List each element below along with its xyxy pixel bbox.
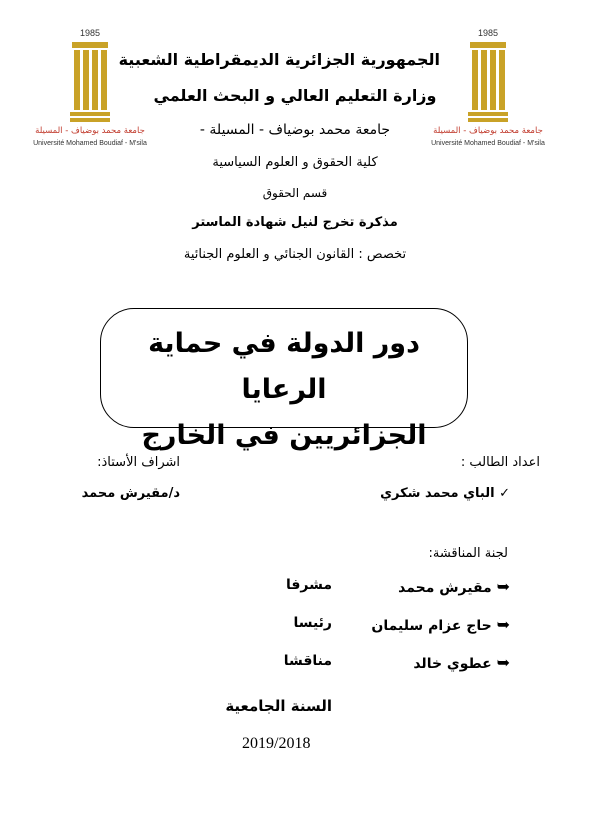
thesis-title-line2: الجزائريين في الخارج bbox=[141, 420, 427, 451]
thesis-title-line1: دور الدولة في حماية الرعايا bbox=[148, 328, 420, 405]
committee-member-role: رئيسا bbox=[293, 615, 332, 631]
student-label: اعداد الطالب : bbox=[460, 455, 540, 470]
republic-name: الجمهورية الجزائرية الديمقراطية الشعبية bbox=[118, 50, 440, 69]
logo-name-fr: Université Mohamed Boudiaf - M'sila bbox=[431, 140, 545, 147]
university-logo-icon bbox=[468, 42, 508, 124]
supervisor-name: د/مقيرش محمد bbox=[81, 486, 180, 501]
committee-member-role: مشرفا bbox=[285, 577, 332, 593]
department-name: قسم الحقوق bbox=[262, 186, 328, 200]
logo-name-ar: جامعة محمد بوضياف - المسيلة bbox=[433, 126, 543, 136]
committee-member-row bbox=[371, 615, 510, 634]
committee-member-name: مقيرش محمد bbox=[398, 580, 492, 596]
faculty-name: كلية الحقوق و العلوم السياسية bbox=[212, 155, 378, 170]
committee-member-name: عطوي خالد bbox=[413, 656, 492, 672]
thesis-title-box bbox=[100, 308, 468, 451]
supervisor-label: اشراف الأستاذ: bbox=[97, 455, 180, 470]
university-logo-left bbox=[30, 28, 150, 158]
logo-year: 1985 bbox=[79, 28, 101, 38]
check-icon: ✓ bbox=[499, 486, 510, 501]
committee-member-row bbox=[413, 653, 510, 672]
academic-year-label: السنة الجامعية bbox=[225, 697, 332, 715]
specialty: تخصص : القانون الجنائي و العلوم الجنائية bbox=[183, 247, 407, 262]
committee-member-role: مناقشا bbox=[283, 653, 332, 669]
logo-name-fr: Université Mohamed Boudiaf - M'sila bbox=[33, 140, 147, 147]
arrow-icon: ➥ bbox=[496, 577, 510, 596]
ministry-name: وزارة التعليم العالي و البحث العلمي bbox=[153, 86, 437, 105]
student-name: الباي محمد شكري bbox=[380, 486, 495, 501]
logo-name-ar: جامعة محمد بوضياف - المسيلة bbox=[35, 126, 145, 136]
university-logo-icon bbox=[70, 42, 110, 124]
university-name: جامعة محمد بوضياف - المسيلة - bbox=[199, 122, 391, 138]
committee-member-row bbox=[398, 577, 510, 596]
logo-year: 1985 bbox=[477, 28, 499, 38]
memo-type: مذكرة تخرج لنيل شهادة الماستر bbox=[192, 215, 398, 230]
committee-label: لجنة المناقشة: bbox=[428, 546, 508, 561]
committee-member-name: حاج عزام سليمان bbox=[371, 618, 492, 634]
student-row bbox=[380, 486, 510, 501]
arrow-icon: ➥ bbox=[496, 653, 510, 672]
university-logo-right bbox=[428, 28, 548, 158]
academic-year-value: 2019/2018 bbox=[242, 735, 311, 752]
arrow-icon: ➥ bbox=[496, 615, 510, 634]
